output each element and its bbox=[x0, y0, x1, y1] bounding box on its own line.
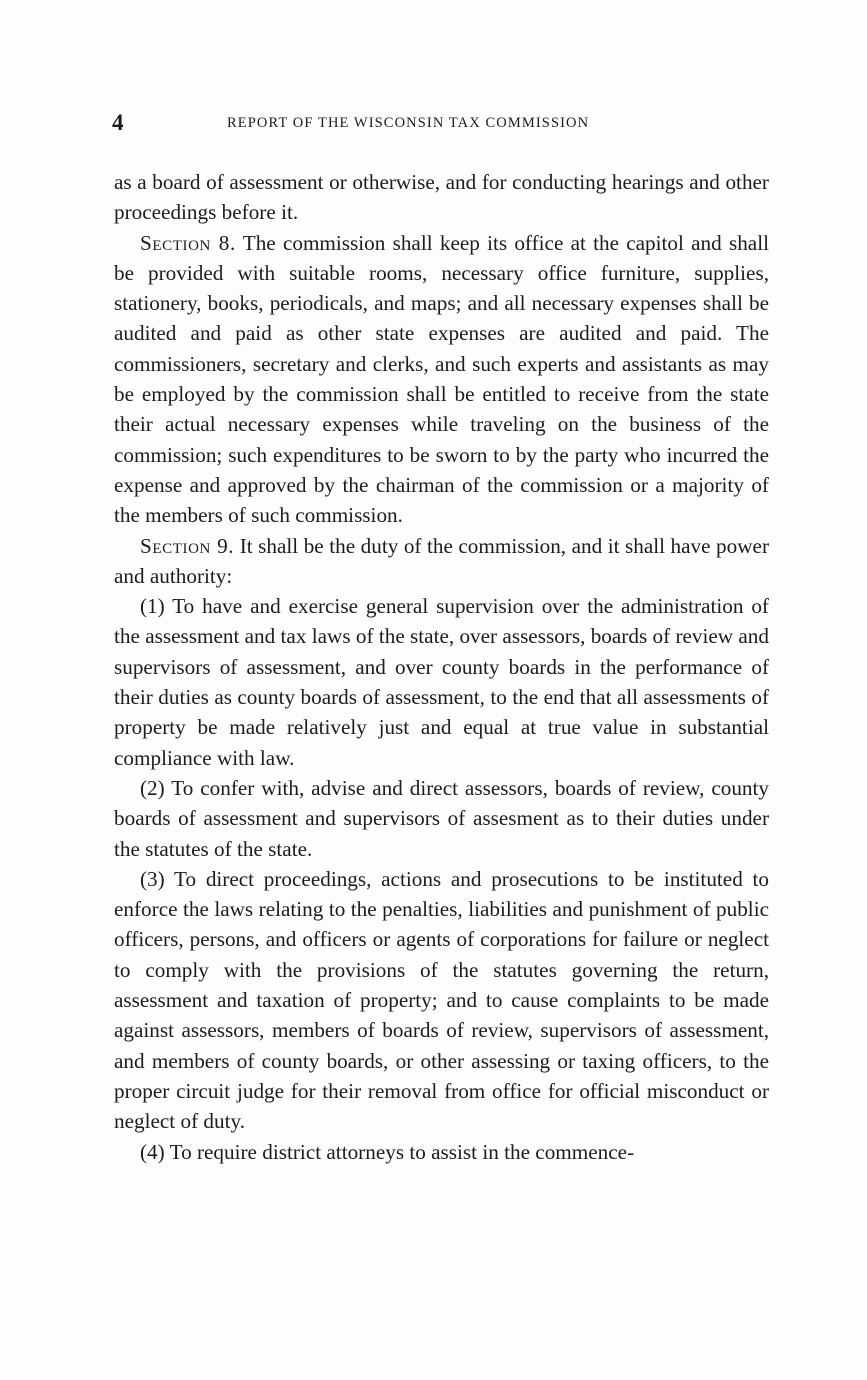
paragraph-section-8 bbox=[114, 228, 769, 531]
section-label: Section 9. bbox=[140, 533, 235, 558]
paragraph-clause-1 bbox=[114, 591, 769, 773]
body-text bbox=[114, 167, 769, 1167]
paragraph-text: (2) To confer with, advise and direct assessors, boards of review, county boards of assessment and supervisors of assesment as to their duties under the statutes of the state. bbox=[114, 775, 769, 861]
page-number: 4 bbox=[112, 110, 124, 135]
paragraph-continuation bbox=[114, 167, 769, 228]
paragraph-text: (1) To have and exercise general supervision over the administration of the assessment and tax laws of the state, over assessors, boards of review and supervisors of assessment, and over county boards in the performance of their duties as county boards of assessment, to the end that all assessments of property be made relatively just and equal at true value in substantial compliance with law. bbox=[114, 594, 769, 770]
running-title: REPORT OF THE WISCONSIN TAX COMMISSION bbox=[227, 115, 590, 131]
paragraph-clause-4 bbox=[114, 1137, 769, 1167]
paragraph-text: (4) To require district attorneys to assist in the commence- bbox=[140, 1139, 635, 1164]
paragraph-text: (3) To direct proceedings, actions and prosecutions to be instituted to enforce the laws relating to the penalties, liabilities and punishment of public officers, persons, and officers or agents of corporations for failure or neglect to comply with the provisions of the statutes governing the return, assessment and taxation of property; and to cause complaints to be made against assessors, members of boards of review, supervisors of assessment, and members of county boards, or other assessing or taxing officers, to the proper circuit judge for their removal from office for official misconduct or neglect of duty. bbox=[114, 866, 769, 1134]
paragraph-text: The commission shall keep its office at the capitol and shall be provided with suitable rooms, necessary office furniture, supplies, stationery, books, periodicals, and maps; and all necessary expenses shall be audited and paid as other state expenses are audited and paid. The commissioners, secretary and clerks, and such experts and assistants as may be employed by the commission shall be entitled to receive from the state their actual necessary expenses while traveling on the business of the commission; such expenditures to be sworn to by the party who incurred the expense and approved by the chairman of the commission or a majority of the members of such commission. bbox=[114, 230, 769, 528]
paragraph-section-9 bbox=[114, 531, 769, 592]
running-head bbox=[112, 110, 772, 136]
paragraph-text: as a board of assessment or otherwise, and for conducting hearings and other proceedings before it. bbox=[114, 170, 769, 225]
paragraph-text: It shall be the duty of the commission, and it shall have power and authority: bbox=[114, 533, 770, 588]
paragraph-clause-3 bbox=[114, 864, 769, 1137]
paragraph-clause-2 bbox=[114, 773, 769, 864]
section-label: Section 8. bbox=[140, 230, 236, 255]
